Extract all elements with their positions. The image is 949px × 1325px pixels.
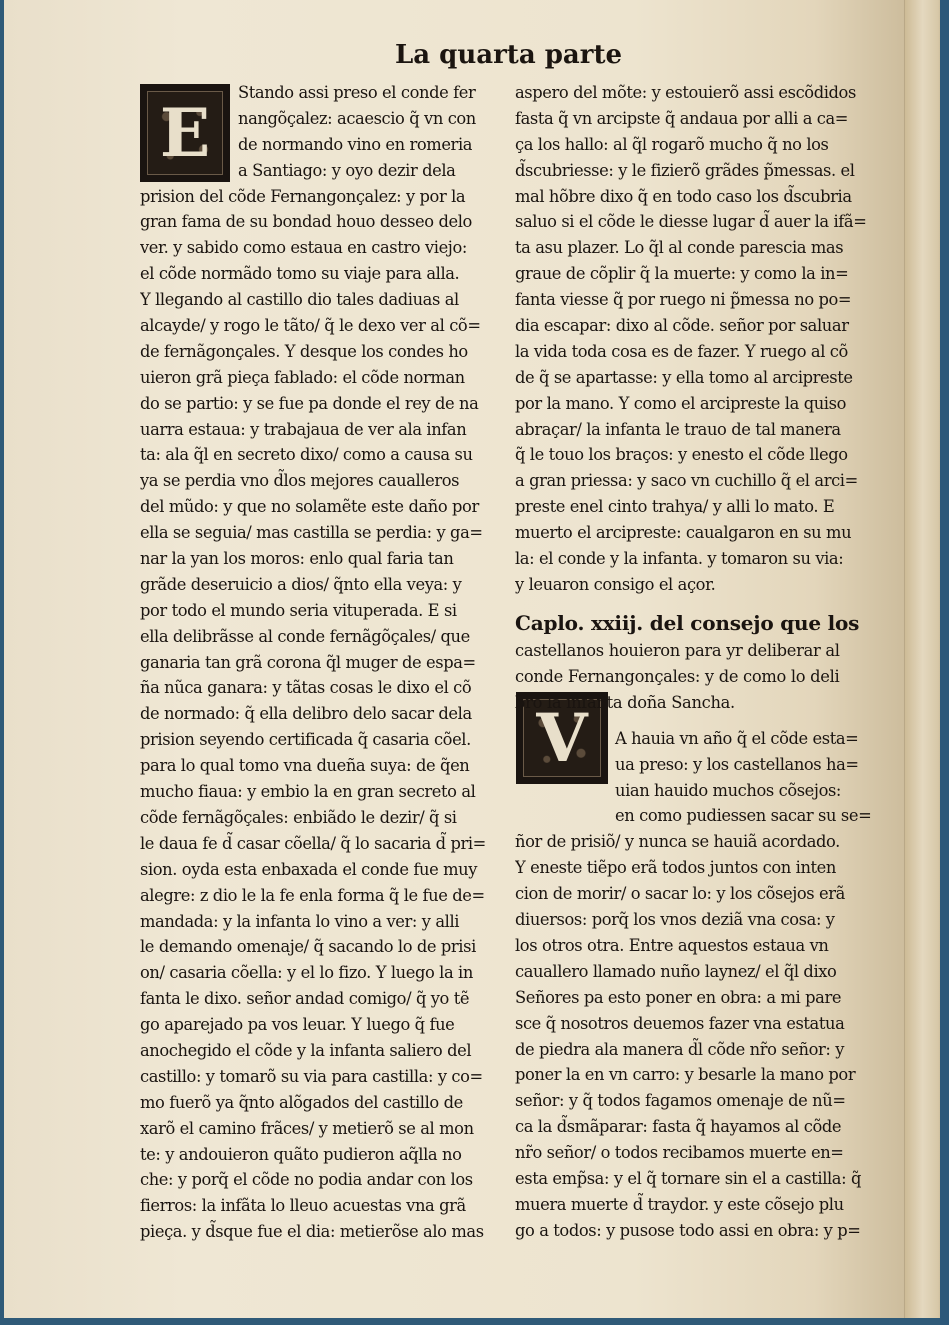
text-line: fanta viesse q̃ por ruego ni p̃messa no po= (515, 290, 852, 310)
text-line: xarõ el camino frãces/ y metierõ se al mon (140, 1118, 474, 1138)
text-line: castillo: y tomarõ su via para castilla: y co= (140, 1066, 483, 1086)
text-line: a gran priessa: y saco vn cuchillo q̃ el arci= (515, 471, 858, 491)
text-line: ta: ala q̃l en secreto dixo/ como a causa su (140, 445, 473, 465)
text-line: la vida toda cosa es de fazer. Y ruego al cõ (515, 341, 848, 361)
text-line: el cõde normãdo tomo su viaje para alla. (140, 264, 460, 284)
text-line: do se partio: y se fue pa donde el rey de na (140, 393, 479, 413)
text-line: diuersos: porq̃ los vnos deziã vna cosa: y (515, 910, 835, 930)
text-line: d̃scubriesse: y le fizierõ grãdes p̃messas. el (515, 160, 855, 180)
text-line: la: el conde y la infanta. y tomaron su via: (515, 549, 844, 569)
text-line: mo fuerõ ya q̃nto alõgados del castillo de (140, 1092, 463, 1112)
spacer (515, 598, 885, 608)
text-line: alcayde/ y rogo le tãto/ q̃ le dexo ver al cõ= (140, 316, 481, 336)
text-line: y leuaron consigo el açor. (515, 574, 716, 594)
text-line: de normando vino en romeria (238, 134, 473, 154)
text-line: ya se perdia vno d̃los mejores caualleros (140, 471, 460, 491)
text-line: sce q̃ nosotros deuemos fazer vna estatua (515, 1013, 845, 1033)
text-line: ver. y sabido como estaua en castro viejo: (140, 238, 467, 258)
left-body-lines (140, 184, 498, 1246)
text-line: ça los hallo: al q̃l rogarõ mucho q̃ no los (515, 134, 829, 154)
right-column (515, 80, 885, 1244)
spacer (515, 716, 885, 726)
text-line: ella delibrãsse al conde fernãgõçales/ que (140, 626, 470, 646)
text-line: de fernãgonçales. Y desque los condes ho (140, 341, 468, 361)
right-bottom-lines (515, 829, 885, 1243)
text-line: ua preso: y los castellanos ha= (615, 754, 859, 774)
text-line: preste enel cinto trahya/ y alli lo mato. E (515, 497, 835, 517)
text-line: por la mano. Y como el arcipreste la quiso (515, 393, 846, 413)
text-line: dia escapar: dixo al cõde. señor por saluar (515, 316, 849, 336)
text-line: del mũdo: y que no solamẽte este daño por (140, 497, 479, 517)
text-line: Señores pa esto poner en obra: a mi pare (515, 987, 842, 1007)
text-line: esta emp̃sa: y el q̃ tornare sin el a castilla: q̃ (515, 1168, 861, 1188)
text-line: por todo el mundo seria vituperada. E si (140, 600, 457, 620)
text-line: nangõçalez: acaescio q̃ vn con (238, 108, 476, 128)
text-line: fierros: la infãta lo lleuo acuestas vna grã (140, 1196, 466, 1216)
text-line: poner la en vn carro: y besarle la mano por (515, 1065, 856, 1085)
text-line: cõde fernãgõçales: enbiãdo le dezir/ q̃ si (140, 807, 457, 827)
chapter-title-line: conde Fernangonçales: y de como lo deli (515, 666, 840, 686)
text-line: de piedra ala manera d̃l cõde nr̃o señor: y (515, 1039, 845, 1059)
text-line: che: y porq̃ el cõde no podia andar con los (140, 1170, 473, 1190)
text-line: abraçar/ la infanta le trauo de tal manera (515, 419, 841, 439)
text-line: los otros otra. Entre aquestos estaua vn (515, 935, 829, 955)
left-column (140, 80, 498, 1245)
text-line: Y llegando al castillo dio tales dadiuas al (140, 290, 459, 310)
right-top-lines (515, 80, 885, 598)
right-indented-lines (515, 726, 885, 830)
text-line: saluo si el cõde le diesse lugar d̃ auer la ifã= (515, 212, 867, 232)
text-line: muerto el arcipreste: caualgaron en su mu (515, 523, 852, 543)
text-line: aspero del mõte: y estouierõ assi escõdidos (515, 83, 856, 102)
text-line: uieron grã pieça fablado: el cõde norman (140, 367, 465, 387)
text-line: uian hauido muchos cõsejos: (615, 780, 842, 800)
text-line: para lo qual tomo vna dueña suya: de q̃en (140, 756, 470, 776)
text-line: A hauia vn año q̃ el cõde esta= (615, 728, 859, 748)
text-line: grãde deseruicio a dios/ q̃nto ella veya: y (140, 574, 462, 594)
text-line: ta asu plazer. Lo q̃l al conde parescia mas (515, 238, 844, 258)
text-line: alegre: z dio le la fe enla forma q̃ le fue de= (140, 885, 485, 905)
text-line: pieça. y d̃sque fue el dia: metierõse alo mas (140, 1222, 484, 1242)
text-line: de q̃ se apartasse: y ella tomo al arcipreste (515, 367, 853, 387)
initial-letter: E (159, 94, 211, 172)
text-line: fasta q̃ vn arcipste q̃ andaua por alli a ca= (515, 108, 849, 128)
text-line: prision seyendo certificada q̃ casaria cõel. (140, 730, 471, 750)
text-line: mucho fiaua: y embio la en gran secreto al (140, 782, 476, 802)
text-line: ella se seguia/ mas castilla se perdia: y ga= (140, 523, 483, 543)
text-line: señor: y q̃ todos fagamos omenaje de nũ= (515, 1091, 846, 1111)
text-line: graue de cõplir q̃ la muerte: y como la in= (515, 264, 849, 284)
text-line: cauallero llamado nuño laynez/ el q̃l dixo (515, 961, 837, 981)
text-line: en como pudiessen sacar su se= (615, 806, 872, 826)
text-line: Y eneste tiẽpo erã todos juntos con inten (515, 858, 837, 878)
text-line: fanta le dixo. señor andad comigo/ q̃ yo tẽ (140, 989, 470, 1009)
text-line: cion de morir/ o sacar lo: y los cõsejos erã (515, 884, 845, 904)
text-line: de normado: q̃ ella delibro delo sacar dela (140, 704, 472, 724)
text-line: mandada: y la infanta lo vino a ver: y alli (140, 911, 460, 931)
chapter-title-lines (515, 638, 885, 716)
text-line: a Santiago: y oyo dezir dela (238, 160, 456, 180)
text-line: nr̃o señor/ o todos recibamos muerte en= (515, 1143, 844, 1163)
text-line: le daua fe d̃ casar cõella/ q̃ lo sacaria d̃ pri= (140, 833, 486, 853)
chapter-title-line: castellanos houieron para yr deliberar al (515, 640, 840, 660)
text-line: le demando omenaje/ q̃ sacando lo de prisi (140, 937, 476, 957)
text-line: nar la yan los moros: enlo qual faria tan (140, 549, 454, 569)
text-line: gran fama de su bondad houo desseo delo (140, 212, 472, 232)
text-line: ñor de prisiõ/ y nunca se hauiã acordado. (515, 832, 840, 852)
text-line: ña nũca ganara: y tãtas cosas le dixo el cõ (140, 678, 472, 698)
text-line: prision del cõde Fernangonçalez: y por la (140, 186, 466, 206)
background-edge (940, 0, 949, 1325)
text-line: anochegido el cõde y la infanta saliero del (140, 1040, 472, 1060)
text-line: muera muerte d̃ traydor. y este cõsejo plu (515, 1194, 844, 1214)
text-line: sion. oyda esta enbaxada el conde fue muy (140, 859, 478, 879)
text-line: go aparejado pa vos leuar. Y luego q̃ fue (140, 1015, 455, 1035)
text-line: te: y andouieron quãto pudieron aq̃lla no (140, 1144, 462, 1164)
text-line: ca la d̃smãparar: fasta q̃ hayamos al cõde (515, 1117, 842, 1137)
chapter-title-line: bro la infanta doña Sancha. (515, 692, 735, 712)
text-line: Stando assi preso el conde fer (238, 83, 476, 102)
chapter-heading: Caplo. xxiij. del consejo que los (515, 610, 860, 635)
text-line: go a todos: y pusose todo assi en obra: y p= (515, 1220, 861, 1240)
left-indented-lines (140, 80, 498, 184)
initial-letter: V (536, 699, 588, 777)
text-line: ganaria tan grã corona q̃l muger de espa= (140, 652, 476, 672)
text-line: mal hõbre dixo q̃ en todo caso los d̃scubria (515, 186, 852, 206)
text-line: uarra estaua: y trabajaua de ver ala infan (140, 419, 467, 439)
text-line: on/ casaria cõella: y el lo fizo. Y luego la in (140, 963, 473, 983)
running-header: La quarta parte (395, 40, 622, 70)
text-line: q̃ le touo los braços: y enesto el cõde llego (515, 445, 848, 465)
